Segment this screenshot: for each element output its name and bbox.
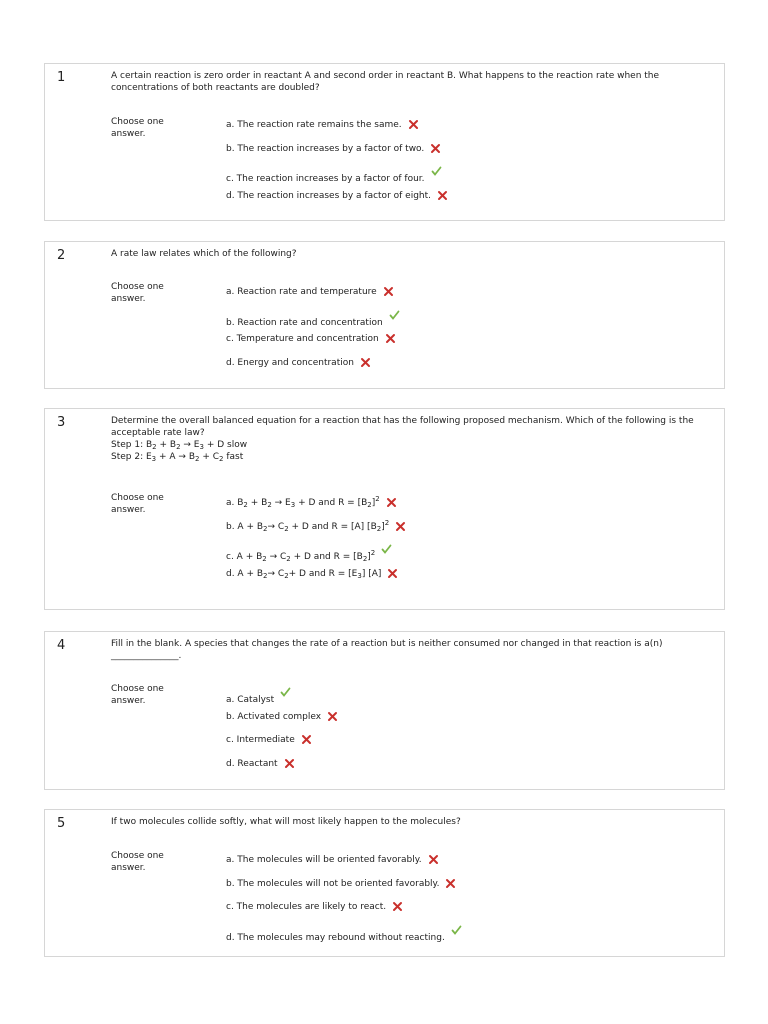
answer-option-b[interactable]: b. Reaction rate and concentration (226, 310, 400, 334)
question-text-line: Step 2: $E_3 + A \to B_2 + C_2$ fast (111, 452, 244, 463)
answer-option-d[interactable]: d. $A + B_2\to C_2+ D$ and $R = [E_3]$ [A] (226, 568, 406, 592)
answer-option-c[interactable]: c. $A + B_2 \to C_2 + D$ and $R = [B_2]^2$ (226, 544, 406, 568)
answer-list (226, 119, 448, 214)
choose-one-label: Choose one answer. (111, 684, 164, 706)
question-text-line: Determine the overall balanced equation for a reaction that has the following proposed mechanism. Which of the following is the acceptable rate law? (111, 416, 694, 438)
cross-icon (360, 357, 371, 368)
question-number: 4 (57, 638, 66, 653)
answer-option-b[interactable]: b. Activated complex (226, 711, 338, 735)
answer-option-d[interactable]: d. Energy and concentration (226, 357, 400, 381)
check-icon (280, 687, 291, 698)
question-text-line: If two molecules collide softly, what will most likely happen to the molecules? (111, 817, 461, 827)
question-card-5 (44, 809, 725, 957)
question-card-2 (44, 241, 725, 389)
check-icon (451, 925, 462, 936)
question-text-line: Fill in the blank. A species that changes the rate of a reaction but is neither consumed nor changed in that reaction is a(n) _______________. (111, 639, 663, 661)
answer-option-a[interactable]: a. Catalyst (226, 687, 338, 711)
question-text (111, 248, 701, 260)
question-text (111, 415, 701, 463)
answer-option-a[interactable]: a. Reaction rate and temperature (226, 286, 400, 310)
answer-option-a[interactable]: a. The reaction rate remains the same. (226, 119, 448, 143)
cross-icon (395, 521, 406, 532)
answer-list (226, 687, 338, 782)
question-card-1 (44, 63, 725, 221)
cross-icon (385, 333, 396, 344)
answer-option-b[interactable]: b. The reaction increases by a factor of two. (226, 143, 448, 167)
cross-icon (437, 190, 448, 201)
answer-option-b[interactable]: b. The molecules will not be oriented favorably. (226, 878, 462, 902)
question-text-line: A rate law relates which of the following? (111, 249, 297, 259)
choose-one-label: Choose one answer. (111, 851, 164, 873)
answer-option-b[interactable]: b. $A + B_2\to C_2 + D$ and R = [A] $[B_2]^2$ (226, 521, 406, 545)
check-icon (389, 310, 400, 321)
check-icon (431, 166, 442, 177)
question-text-line: Step 1: $B_2 + B_2 \to E_3 + D$ slow (111, 440, 248, 451)
cross-icon (383, 286, 394, 297)
answer-option-d[interactable]: d. Reactant (226, 758, 338, 782)
question-text (111, 638, 701, 662)
question-number: 1 (57, 70, 66, 85)
answer-option-a[interactable]: a. The molecules will be oriented favorably. (226, 854, 462, 878)
cross-icon (408, 119, 419, 130)
choose-one-label: Choose one answer. (111, 117, 164, 139)
answer-list (226, 497, 406, 592)
question-number: 5 (57, 816, 66, 831)
answer-option-c[interactable]: c. Intermediate (226, 734, 338, 758)
question-card-3 (44, 408, 725, 610)
cross-icon (386, 497, 397, 508)
cross-icon (301, 734, 312, 745)
check-icon (381, 544, 392, 555)
question-text (111, 70, 701, 94)
question-card-4 (44, 631, 725, 790)
question-number: 2 (57, 248, 66, 263)
question-text (111, 816, 701, 828)
cross-icon (327, 711, 338, 722)
answer-option-d[interactable]: d. The molecules may rebound without reacting. (226, 925, 462, 949)
answer-option-a[interactable]: a. $B_2 + B_2 \to E_3 + D$ and $R = [B_2]^2$ (226, 497, 406, 521)
question-number: 3 (57, 415, 66, 430)
cross-icon (284, 758, 295, 769)
cross-icon (445, 878, 456, 889)
answer-list (226, 854, 462, 949)
answer-option-c[interactable]: c. Temperature and concentration (226, 333, 400, 357)
cross-icon (392, 901, 403, 912)
choose-one-label: Choose one answer. (111, 282, 164, 304)
cross-icon (387, 568, 398, 579)
answer-option-c[interactable]: c. The molecules are likely to react. (226, 901, 462, 925)
cross-icon (430, 143, 441, 154)
cross-icon (428, 854, 439, 865)
answer-option-c[interactable]: c. The reaction increases by a factor of four. (226, 166, 448, 190)
answer-list (226, 286, 400, 381)
answer-option-d[interactable]: d. The reaction increases by a factor of eight. (226, 190, 448, 214)
choose-one-label: Choose one answer. (111, 493, 164, 515)
question-text-line: A certain reaction is zero order in reactant A and second order in reactant B. What happens to the reaction rate when the concentrations of both reactants are doubled? (111, 71, 660, 93)
